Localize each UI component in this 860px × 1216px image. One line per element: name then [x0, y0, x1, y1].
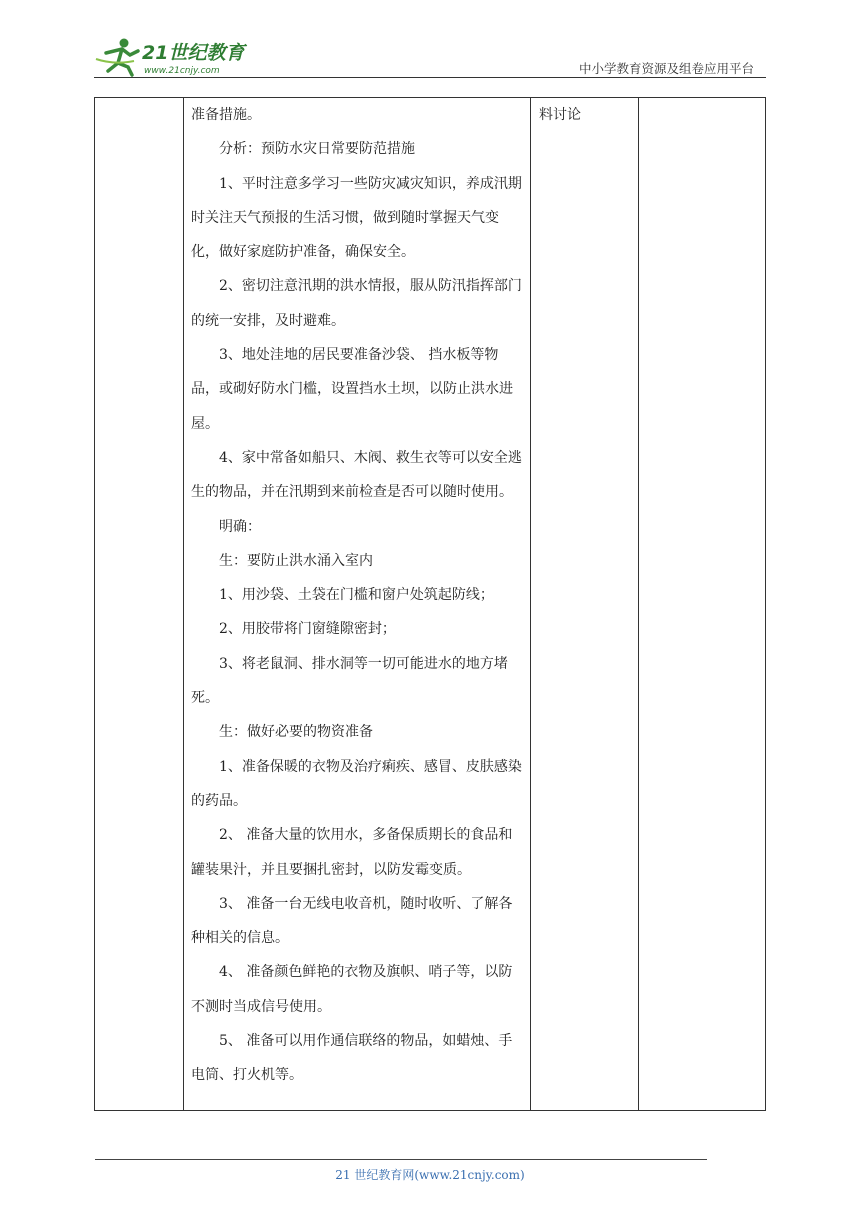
footer-source: 21 世纪教育网(www.21cnjy.com) — [335, 1168, 525, 1182]
column-divider — [183, 98, 184, 1110]
content-paragraph: 3、地处洼地的居民要准备沙袋、 挡水板等物品，或砌好防水门槛，设置挡水土坝，以防止洪水进屋。 — [191, 347, 513, 432]
runner-logo-icon — [94, 35, 264, 80]
content-paragraph: 2、密切注意汛期的洪水情报，服从防汛指挥部门的统一安排，及时避难。 — [191, 278, 522, 329]
svg-text:www.21cnjy.com: www.21cnjy.com — [144, 66, 220, 76]
site-logo — [94, 35, 264, 80]
content-paragraph: 4、家中常备如船只、木阀、救生衣等可以安全逃生的物品，并在汛期到来前检查是否可以随时使用。 — [191, 449, 522, 501]
content-paragraph: 3、将老鼠洞、排水洞等一切可能进水的地方堵死。 — [191, 655, 508, 707]
content-paragraph: 2、 准备大量的饮用水，多备保质期长的食品和罐装果汁，并且要捆扎密封，以防发霉变质。 — [191, 827, 513, 878]
svg-text:21世纪教育: 21世纪教育 — [142, 42, 245, 64]
content-paragraph: 分析：预防水灾日常要防范措施 — [219, 141, 415, 158]
content-paragraph: 2、用胶带将门窗缝隙密封； — [219, 621, 396, 638]
content-paragraph: 生：要防止洪水涌入室内 — [219, 552, 373, 569]
platform-title: 中小学教育资源及组卷应用平台 — [578, 61, 754, 76]
student-activity-cell: 料讨论 — [539, 107, 581, 123]
content-paragraph: 准备措施。 — [191, 107, 261, 123]
column-divider — [638, 98, 639, 1110]
content-paragraph: 5、 准备可以用作通信联络的物品，如蜡烛、手电筒、打火机等。 — [191, 1033, 513, 1084]
content-paragraph: 1、准备保暖的衣物及治疗痢疾、感冒、皮肤感染的药品。 — [191, 758, 522, 809]
header-divider — [94, 77, 766, 78]
content-paragraph: 3、 准备一台无线电收音机，随时收听、了解各种相关的信息。 — [191, 895, 513, 947]
content-paragraph: 4、 准备颜色鲜艳的衣物及旗帜、哨子等，以防不测时当成信号使用。 — [191, 964, 513, 1015]
content-paragraph: 1、平时注意多学习一些防灾减灾知识，养成汛期时关注天气预报的生活习惯，做到随时掌握天气变化，做好家庭防护准备，确保安全。 — [191, 175, 522, 261]
teaching-content-cell — [191, 98, 523, 1093]
footer-divider — [95, 1159, 707, 1160]
lesson-table — [94, 97, 766, 1111]
content-paragraph: 1、用沙袋、土袋在门槛和窗户处筑起防线； — [219, 587, 494, 604]
column-divider — [530, 98, 531, 1110]
content-paragraph: 生：做好必要的物资准备 — [219, 724, 373, 741]
content-paragraph: 明确： — [219, 518, 261, 535]
